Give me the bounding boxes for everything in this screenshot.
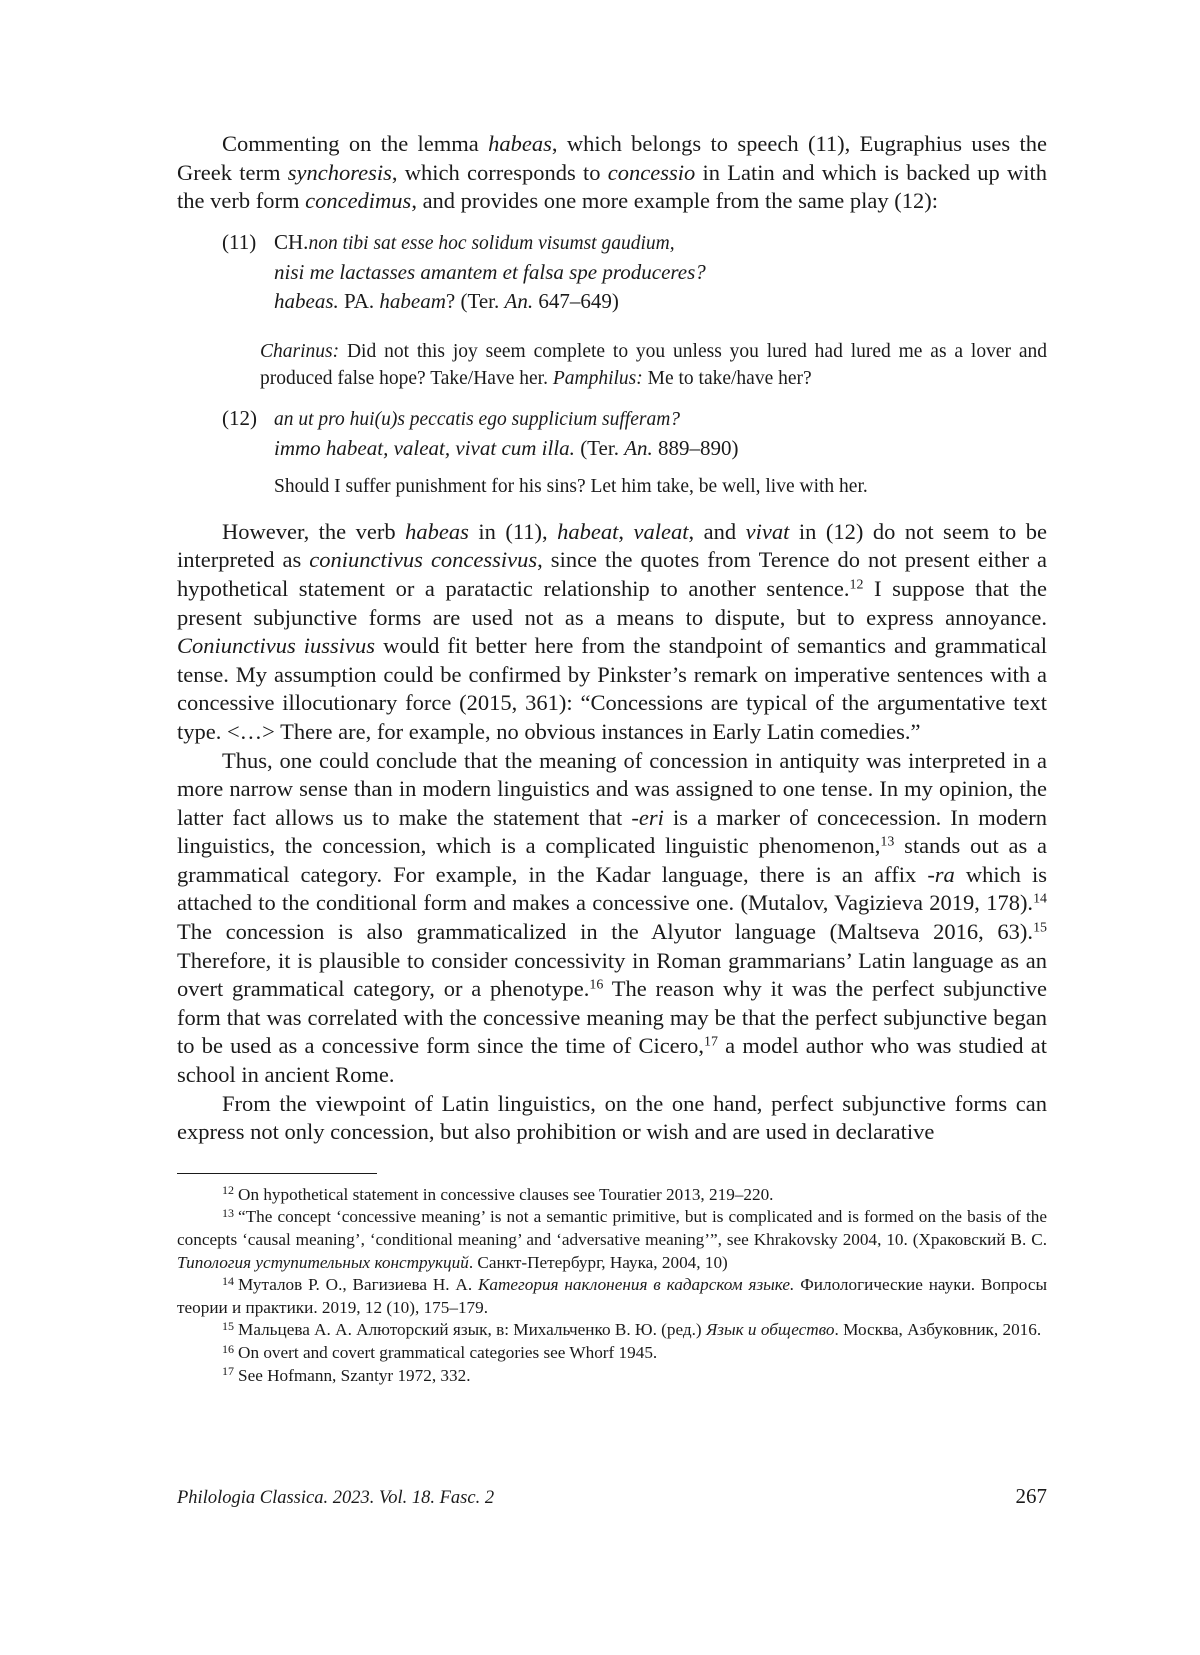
footnote-ref-13: 13 [880,834,895,850]
paragraph-4: From the viewpoint of Latin linguistics, on the one hand, perfect subjunctive forms can express not only concession, but also prohibition or wish and are used in declarative [177,1090,1047,1145]
example-line: CH.non tibi sat esse hoc solidum visumst gaudium, [274,229,675,254]
footnote-ref-15: 15 [1033,920,1047,936]
footnote-12: $^{12}$ On hypothetical statement in concessive clauses see Touratier 2013, 219–220. [222,1183,774,1204]
footnote-ref-12: 12 [849,577,864,593]
example-line: immo habeat, valeat, vivat cum illa. (Ter. An. 889–890) [274,436,739,461]
example-line: nisi me lactasses amantem et falsa spe produceres? [274,260,706,285]
footnote-15: $^{15}$ Мальцева А. А. Алюторский язык, в: Михальченко В. Ю. (ред.) Язык и общество. Москва, Азбуковник, 2016. [222,1318,1042,1340]
example-line: habeas. PA. habeam? (Ter. An. 647–649) [274,288,619,313]
example-12 [222,404,1047,463]
page-footer [177,1484,1047,1518]
paragraph-1: Commenting on the lemma habeas, which belongs to speech (11), Eugraphius uses the Greek term synchoresis, which corresponds to concessio in Latin and which is backed up with the verb form concedimus, and provides one more example from the same play (12): [177,131,1047,214]
paragraph-2: However, the verb habeas in (11), habeat, valeat, and vivat in (12) do not seem to be interpreted as coniunctivus concessivus, since the quotes from Terence do not present either a hypothetical statement or a paratactic relationship to another sentence.$^{12}$ I suppose that the present subjunctive forms are used not as a means to dispute, but to express annoyance. Coniunctivus iussivus would fit better here from the standpoint of semantics and grammatical tense. My assumption could be confirmed by Pinkster’s remark on imperative sentences with a concessive illocutionary force (2015, 361): “Concessions are typical of the argumentative text type. <…> There are, for example, no obvious instances in Early Latin comedies.” [177,518,1048,744]
example-11-translation: Charinus: Did not this joy seem complete to you unless you lured had lured me as a lover and produced false hope? Take/Have her. Pamphilus: Me to take/have her? [260,340,1047,389]
footnote-ref-17: 17 [704,1034,718,1050]
paragraph-3: Thus, one could conclude that the meaning of concession in antiquity was interpreted in a more narrow sense than in modern linguistics and was assigned to one tense. In my opinion, the latter fact allows us to make the statement that -eri is a marker of concecession. In modern linguistics, the concession, which is a complicated linguistic phenomenon,$^{13}$ stands out as a grammatical category. For example, in the Kadar language, there is an affix -ra which is attached to the conditional form and makes a concessive one. (Mutalov, Vagizieva 2019, 178).$^{14}$ The concession is also grammaticalized in the Alyutor language (Maltseva 2016, 63).$^{15}$ Therefore, it is plausible to consider concessivity in Roman grammarians’ Latin language as an overt grammatical category, or a phenotype.$^{16}$ The reason why it was the perfect subjunctive form that was correlated with the concessive meaning may be that the perfect subjunctive began to be used as a concessive form since the time of Cicero,$^{17}$ a model author who was studied at school in ancient Rome. [177,747,1048,1088]
footnote-17: $^{17}$ See Hofmann, Szantyr 1972, 332. [222,1364,471,1385]
page-body [177,130,1047,1387]
example-12-translation: Should I suffer punishment for his sins? Let him take, be well, live with her. [274,475,868,497]
footnote-divider [177,1173,377,1174]
footnote-ref-16: 16 [589,977,604,993]
example-11 [222,228,1047,316]
footnote-ref-14: 14 [1033,891,1047,907]
example-line: an ut pro hui(u)s peccatis ego supplicium sufferam? [274,408,681,430]
footnote-14: $^{14}$ Муталов Р. О., Вагизиева Н. А. Категория наклонения в кадарском языке. Филологические науки. Вопросы теории и практики. 2019, 12 (10), 175–179. [177,1273,1048,1317]
example-number: (11) [222,229,257,254]
journal-citation: Philologia Classica. 2023. Vol. 18. Fasc. 2 [177,1488,495,1508]
footnote-16: $^{16}$ On overt and covert grammatical categories see Whorf 1945. [222,1341,658,1362]
page-number: 267 [1015,1484,1047,1508]
example-number: (12) [222,405,257,430]
footnote-13: $^{13}$ “The concept ‘concessive meaning’ is not a semantic primitive, but is complicated and is formed on the basis of the concepts ‘causal meaning’, ‘conditional meaning’ and ‘adversative meaning’”, see Khrakovsky 2004, 10. (Храковский В. С. Типология уступительных конструкций. Санкт-Петербург, Наука, 2004, 10) [177,1206,1047,1272]
